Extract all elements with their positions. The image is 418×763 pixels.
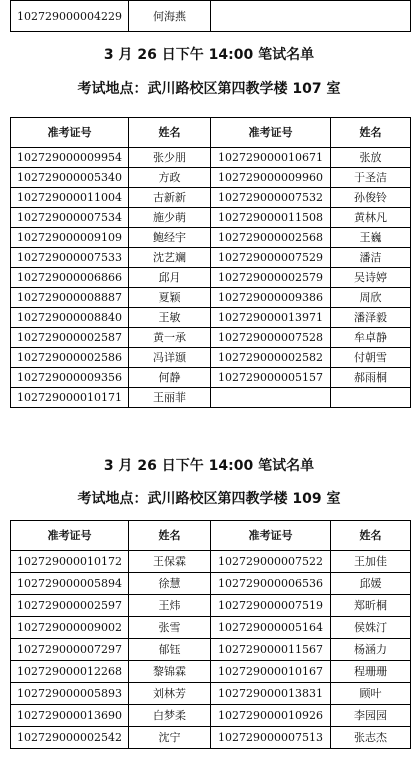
exam-id-cell: 102729000007513 [211, 727, 331, 749]
name-cell: 何海燕 [129, 1, 211, 32]
exam-id-cell: 102729000002597 [11, 595, 129, 617]
header-row [11, 521, 411, 551]
exam-id-cell: 102729000007529 [211, 248, 331, 268]
exam-id-cell: 102729000005893 [11, 683, 129, 705]
name-cell: 邱月 [129, 268, 211, 288]
exam-id-cell: 102729000002568 [211, 228, 331, 248]
name-cell: 王炜 [129, 595, 211, 617]
name-cell: 潘洁 [331, 248, 411, 268]
header-exam-id: 准考证号 [211, 118, 331, 148]
name-cell: 张雪 [129, 617, 211, 639]
table-row [11, 248, 411, 268]
table-row [11, 308, 411, 328]
name-cell: 王保霖 [129, 551, 211, 573]
name-cell: 李园园 [331, 705, 411, 727]
exam-id-cell: 102729000013971 [211, 308, 331, 328]
name-cell: 杨涵力 [331, 639, 411, 661]
name-cell: 徐慧 [129, 573, 211, 595]
name-cell: 牟卓静 [331, 328, 411, 348]
exam-id-cell: 102729000007534 [11, 208, 129, 228]
table-row [11, 388, 411, 408]
exam-id-cell: 102729000009356 [11, 368, 129, 388]
exam-id-cell: 102729000006536 [211, 573, 331, 595]
name-cell: 沈宁 [129, 727, 211, 749]
exam-id-cell: 102729000007519 [211, 595, 331, 617]
exam-id-cell: 102729000007522 [211, 551, 331, 573]
name-cell: 郁钰 [129, 639, 211, 661]
header-exam-id: 准考证号 [11, 521, 129, 551]
name-cell: 王加佳 [331, 551, 411, 573]
table-row [11, 683, 411, 705]
name-cell: 张放 [331, 148, 411, 168]
exam-id-cell: 102729000005894 [11, 573, 129, 595]
exam-id-cell: 102729000009386 [211, 288, 331, 308]
table-row [11, 639, 411, 661]
table-row [11, 595, 411, 617]
name-cell: 冯详颋 [129, 348, 211, 368]
name-cell: 王巍 [331, 228, 411, 248]
section-1-location: 考试地点：武川路校区第四教学楼 107 室 [77, 81, 341, 97]
table-row [11, 1, 411, 32]
name-cell [331, 388, 411, 408]
name-cell: 孙俊铃 [331, 188, 411, 208]
empty-cell [211, 1, 411, 32]
section-1-title: 3 月 26 日下午 14:00 笔试名单 [103, 47, 315, 63]
header-name: 姓名 [129, 521, 211, 551]
exam-id-cell: 102729000002582 [211, 348, 331, 368]
exam-id-cell: 102729000009954 [11, 148, 129, 168]
name-cell: 郑昕桐 [331, 595, 411, 617]
name-cell: 施少萌 [129, 208, 211, 228]
section-2-location: 考试地点：武川路校区第四教学楼 109 室 [77, 491, 341, 507]
exam-id-cell: 102729000002586 [11, 348, 129, 368]
exam-id-cell: 102729000007528 [211, 328, 331, 348]
name-cell: 吴诗婷 [331, 268, 411, 288]
name-cell: 古新新 [129, 188, 211, 208]
name-cell: 何静 [129, 368, 211, 388]
exam-id-cell: 102729000011567 [211, 639, 331, 661]
table-row [11, 661, 411, 683]
header-row [11, 118, 411, 148]
exam-id-cell: 102729000007533 [11, 248, 129, 268]
name-cell: 夏颖 [129, 288, 211, 308]
exam-id-cell: 102729000004229 [11, 1, 129, 32]
exam-list-room-109 [10, 520, 411, 749]
name-cell: 王丽菲 [129, 388, 211, 408]
name-cell: 侯姝汀 [331, 617, 411, 639]
exam-id-cell: 102729000011004 [11, 188, 129, 208]
header-exam-id: 准考证号 [11, 118, 129, 148]
name-cell: 黎锦霖 [129, 661, 211, 683]
exam-id-cell: 102729000008840 [11, 308, 129, 328]
table-row [11, 208, 411, 228]
name-cell: 白梦柔 [129, 705, 211, 727]
exam-id-cell: 102729000002579 [211, 268, 331, 288]
exam-id-cell: 102729000010926 [211, 705, 331, 727]
table-row [11, 368, 411, 388]
exam-id-cell: 102729000013831 [211, 683, 331, 705]
previous-list-tail [10, 0, 411, 32]
name-cell: 付朝雪 [331, 348, 411, 368]
name-cell: 鲍经宇 [129, 228, 211, 248]
name-cell: 顾叶 [331, 683, 411, 705]
name-cell: 郝雨桐 [331, 368, 411, 388]
table-row [11, 551, 411, 573]
table-row [11, 573, 411, 595]
exam-id-cell: 102729000010671 [211, 148, 331, 168]
exam-list-room-107 [10, 117, 411, 408]
exam-id-cell: 102729000002542 [11, 727, 129, 749]
exam-id-cell [211, 388, 331, 408]
name-cell: 张志杰 [331, 727, 411, 749]
name-cell: 方政 [129, 168, 211, 188]
name-cell: 沈艺斓 [129, 248, 211, 268]
name-cell: 张少朋 [129, 148, 211, 168]
name-cell: 王敏 [129, 308, 211, 328]
exam-id-cell: 102729000005164 [211, 617, 331, 639]
table-row [11, 328, 411, 348]
exam-id-cell: 102729000013690 [11, 705, 129, 727]
header-exam-id: 准考证号 [211, 521, 331, 551]
table-row [11, 148, 411, 168]
exam-id-cell: 102729000007297 [11, 639, 129, 661]
section-2-title: 3 月 26 日下午 14:00 笔试名单 [103, 458, 315, 474]
table-row [11, 348, 411, 368]
exam-id-cell: 102729000011508 [211, 208, 331, 228]
exam-id-cell: 102729000002587 [11, 328, 129, 348]
name-cell: 刘林芳 [129, 683, 211, 705]
name-cell: 潘泽毅 [331, 308, 411, 328]
exam-id-cell: 102729000009002 [11, 617, 129, 639]
header-name: 姓名 [331, 118, 411, 148]
table-row [11, 268, 411, 288]
name-cell: 程珊珊 [331, 661, 411, 683]
header-name: 姓名 [129, 118, 211, 148]
exam-id-cell: 102729000010167 [211, 661, 331, 683]
exam-id-cell: 102729000009960 [211, 168, 331, 188]
exam-id-cell: 102729000005340 [11, 168, 129, 188]
table-row [11, 288, 411, 308]
name-cell: 邱媛 [331, 573, 411, 595]
name-cell: 黄林凡 [331, 208, 411, 228]
exam-id-cell: 102729000007532 [211, 188, 331, 208]
exam-id-cell: 102729000005157 [211, 368, 331, 388]
header-name: 姓名 [331, 521, 411, 551]
name-cell: 黄一承 [129, 328, 211, 348]
exam-id-cell: 102729000006866 [11, 268, 129, 288]
table-row [11, 727, 411, 749]
table-row [11, 188, 411, 208]
name-cell: 于圣洁 [331, 168, 411, 188]
exam-id-cell: 102729000010172 [11, 551, 129, 573]
table-row [11, 228, 411, 248]
exam-id-cell: 102729000012268 [11, 661, 129, 683]
table-row [11, 168, 411, 188]
table-row [11, 617, 411, 639]
exam-id-cell: 102729000010171 [11, 388, 129, 408]
exam-id-cell: 102729000009109 [11, 228, 129, 248]
table-row [11, 705, 411, 727]
exam-id-cell: 102729000008887 [11, 288, 129, 308]
name-cell: 周欣 [331, 288, 411, 308]
